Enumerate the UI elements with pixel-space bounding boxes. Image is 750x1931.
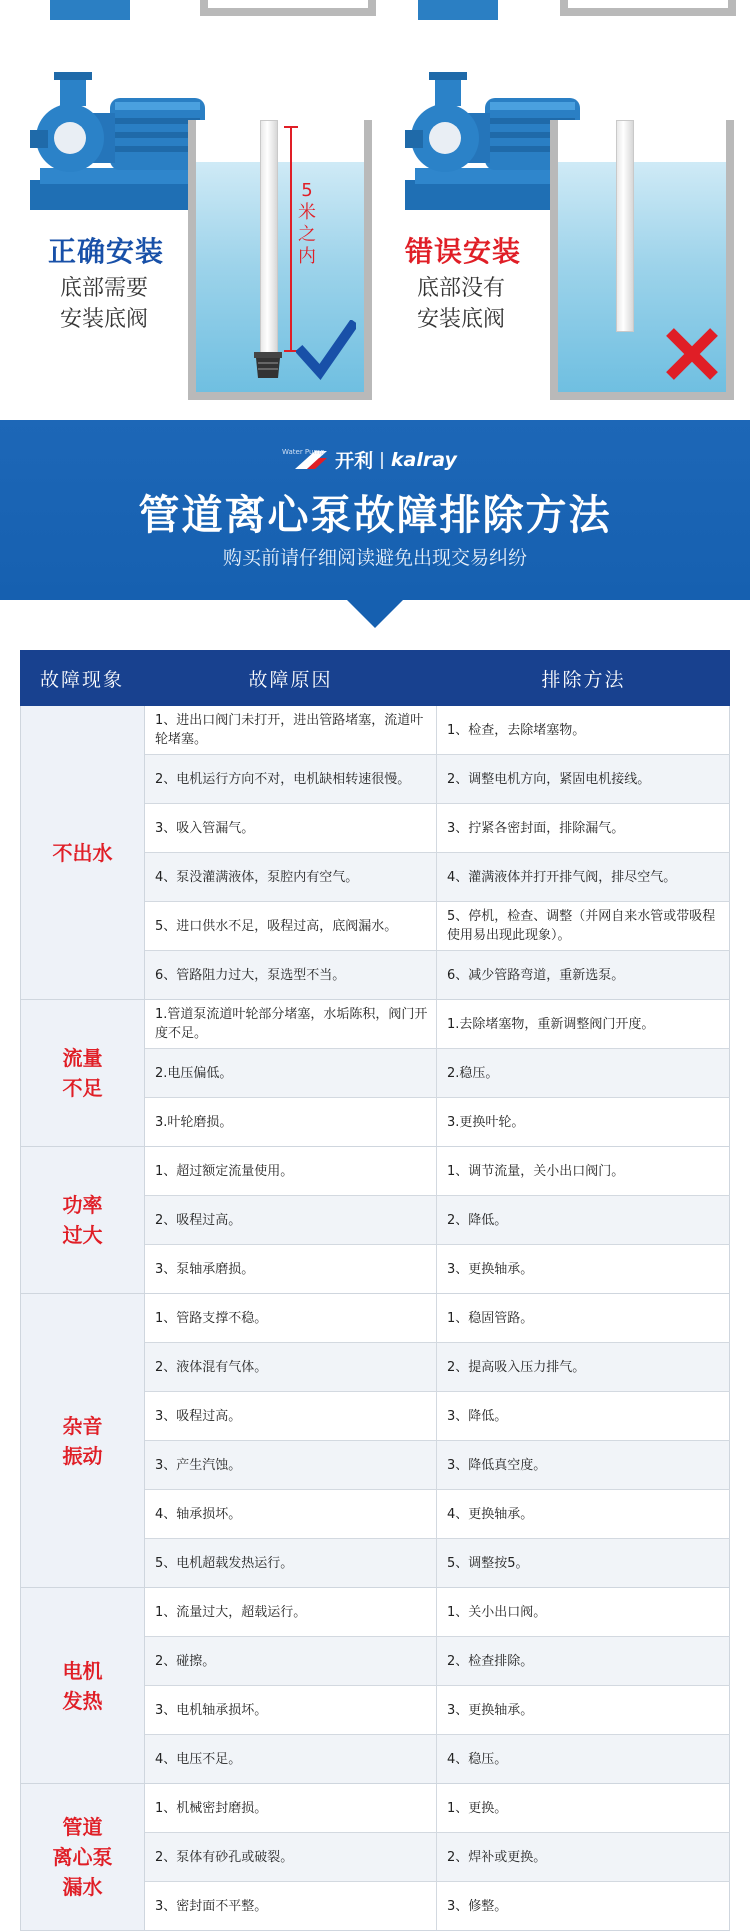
header-solution: 排除方法 [541, 668, 626, 691]
cause-cell: 2、泵体有砂孔或破裂。 [145, 1833, 437, 1881]
cause-cell: 4、电压不足。 [145, 1735, 437, 1783]
dimension-line [290, 126, 292, 352]
fault-group [20, 706, 730, 1000]
solution-cell: 1.去除堵塞物，重新调整阀门开度。 [437, 1000, 730, 1048]
fault-category: 杂音 振动 [20, 1294, 145, 1587]
cause-cell: 1、进出口阀门未打开，进出管路堵塞，流道叶轮堵塞。 [145, 706, 437, 754]
correct-install-panel [0, 60, 375, 400]
suction-pipe [260, 120, 278, 354]
table-row [145, 1735, 730, 1783]
fault-rows [145, 1147, 730, 1293]
cause-cell: 3.叶轮磨损。 [145, 1098, 437, 1146]
header-symptom: 故障现象 [39, 668, 124, 691]
table-row [145, 1784, 730, 1833]
table-row [145, 1392, 730, 1441]
fault-rows [145, 1588, 730, 1783]
solution-cell: 3、修整。 [437, 1882, 730, 1930]
water-tank [550, 120, 734, 400]
cause-cell: 4、轴承损坏。 [145, 1490, 437, 1538]
fault-group [20, 1588, 730, 1784]
fault-category: 不出水 [20, 706, 145, 999]
table-row [145, 1098, 730, 1146]
table-row [145, 1686, 730, 1735]
solution-cell: 1、关小出口阀。 [437, 1588, 730, 1636]
correct-line2: 安装底阀 [60, 307, 149, 332]
solution-cell: 1、检查，去除堵塞物。 [437, 706, 730, 754]
cause-cell: 5、电机超载发热运行。 [145, 1539, 437, 1587]
table-row [145, 804, 730, 853]
suction-pipe [616, 120, 634, 332]
logo-chinese: 开利 [335, 450, 374, 472]
cause-cell: 3、电机轴承损坏。 [145, 1686, 437, 1734]
correct-line1: 底部需要 [60, 276, 149, 301]
table-row [145, 1490, 730, 1539]
fault-group [20, 1000, 730, 1147]
cause-cell: 1、管路支撑不稳。 [145, 1294, 437, 1342]
solution-cell: 2.稳压。 [437, 1049, 730, 1097]
cause-cell: 2、电机运行方向不对，电机缺相转速很慢。 [145, 755, 437, 803]
table-row [145, 1588, 730, 1637]
dimension-cap-top [284, 126, 298, 128]
table-row [145, 951, 730, 999]
table-row [145, 1882, 730, 1930]
cause-cell: 2、碰擦。 [145, 1637, 437, 1685]
table-row [145, 1196, 730, 1245]
table-row [145, 1343, 730, 1392]
table-row [145, 1441, 730, 1490]
fault-category: 功率 过大 [20, 1147, 145, 1293]
table-row [145, 1000, 730, 1049]
page-subtitle: 购买前请仔细阅读避免出现交易纠纷 [222, 547, 527, 569]
fault-rows [145, 1294, 730, 1587]
cause-cell: 3、泵轴承磨损。 [145, 1245, 437, 1293]
table-row [145, 706, 730, 755]
solution-cell: 4、稳压。 [437, 1735, 730, 1783]
logo-separator: | [379, 449, 385, 470]
table-row [145, 1049, 730, 1098]
solution-cell: 3、降低。 [437, 1392, 730, 1440]
wrong-title: 错误安装 [405, 235, 522, 268]
cause-cell: 3、产生汽蚀。 [145, 1441, 437, 1489]
solution-cell: 1、调节流量，关小出口阀门。 [437, 1147, 730, 1195]
fault-group [20, 1147, 730, 1294]
brand-logo [0, 446, 750, 472]
fault-rows [145, 706, 730, 999]
banner-pointer [345, 598, 405, 628]
table-row [145, 1294, 730, 1343]
solution-cell: 6、减少管路弯道，重新选泵。 [437, 951, 730, 999]
troubleshooting-table [20, 650, 730, 1931]
wrong-line2: 安装底阀 [417, 307, 506, 332]
correct-title: 正确安装 [48, 235, 165, 268]
cause-cell: 1、超过额定流量使用。 [145, 1147, 437, 1195]
fault-group [20, 1784, 730, 1931]
table-row [145, 853, 730, 902]
cropped-pump-base [50, 0, 130, 20]
fault-category: 管道 离心泵 漏水 [20, 1784, 145, 1930]
solution-cell: 1、更换。 [437, 1784, 730, 1832]
wrong-line1: 底部没有 [417, 276, 506, 301]
cause-cell: 3、吸程过高。 [145, 1392, 437, 1440]
page-title: 管道离心泵故障排除方法 [138, 491, 612, 539]
installation-illustration [0, 0, 750, 420]
table-row [145, 1833, 730, 1882]
table-row [145, 755, 730, 804]
table-header [20, 650, 730, 706]
solution-cell: 4、灌满液体并打开排气阀，排尽空气。 [437, 853, 730, 901]
solution-cell: 3、降低真空度。 [437, 1441, 730, 1489]
cause-cell: 6、管路阻力过大，泵选型不当。 [145, 951, 437, 999]
fault-rows [145, 1784, 730, 1930]
cause-cell: 2、液体混有气体。 [145, 1343, 437, 1391]
table-row [145, 1539, 730, 1587]
cause-cell: 5、进口供水不足，吸程过高，底阀漏水。 [145, 902, 437, 950]
solution-cell: 2、降低。 [437, 1196, 730, 1244]
cause-cell: 1、流量过大，超载运行。 [145, 1588, 437, 1636]
solution-cell: 2、焊补或更换。 [437, 1833, 730, 1881]
header-cause: 故障原因 [248, 668, 333, 691]
cause-cell: 2、吸程过高。 [145, 1196, 437, 1244]
table-row [145, 1147, 730, 1196]
solution-cell: 3、更换轴承。 [437, 1245, 730, 1293]
solution-cell: 2、调整电机方向，紧固电机接线。 [437, 755, 730, 803]
table-row [145, 902, 730, 951]
solution-cell: 5、停机，检查、调整（并网自来水管或带吸程使用易出现此现象）。 [437, 902, 730, 950]
cause-cell: 4、泵没灌满液体，泵腔内有空气。 [145, 853, 437, 901]
solution-cell: 1、稳固管路。 [437, 1294, 730, 1342]
table-body [20, 706, 730, 1931]
fault-group [20, 1294, 730, 1588]
logo-english: kalray [390, 448, 457, 471]
solution-cell: 2、提高吸入压力排气。 [437, 1343, 730, 1391]
cropped-tank [560, 0, 736, 16]
cropped-tank [200, 0, 376, 16]
distance-label: 5米之内 [298, 180, 316, 267]
cause-cell: 3、密封面不平整。 [145, 1882, 437, 1930]
fault-category: 流量 不足 [20, 1000, 145, 1146]
solution-cell: 3、更换轴承。 [437, 1686, 730, 1734]
fault-rows [145, 1000, 730, 1146]
cause-cell: 1、机械密封磨损。 [145, 1784, 437, 1832]
water-tank [188, 120, 372, 400]
cause-cell: 2.电压偏低。 [145, 1049, 437, 1097]
cross-icon [664, 326, 720, 382]
wrong-install-panel [375, 60, 750, 400]
solution-cell: 5、调整按5。 [437, 1539, 730, 1587]
table-row [145, 1637, 730, 1686]
cropped-pump-base [418, 0, 498, 20]
fault-category: 电机 发热 [20, 1588, 145, 1783]
solution-cell: 2、检查排除。 [437, 1637, 730, 1685]
cause-cell: 3、吸入管漏气。 [145, 804, 437, 852]
solution-cell: 3、拧紧各密封面，排除漏气。 [437, 804, 730, 852]
check-icon [296, 320, 356, 380]
table-row [145, 1245, 730, 1293]
foot-valve-icon [248, 348, 288, 382]
solution-cell: 4、更换轴承。 [437, 1490, 730, 1538]
logo-subtext: Water Pump [282, 448, 325, 456]
solution-cell: 3.更换叶轮。 [437, 1098, 730, 1146]
cause-cell: 1.管道泵流道叶轮部分堵塞，水垢陈积，阀门开度不足。 [145, 1000, 437, 1048]
